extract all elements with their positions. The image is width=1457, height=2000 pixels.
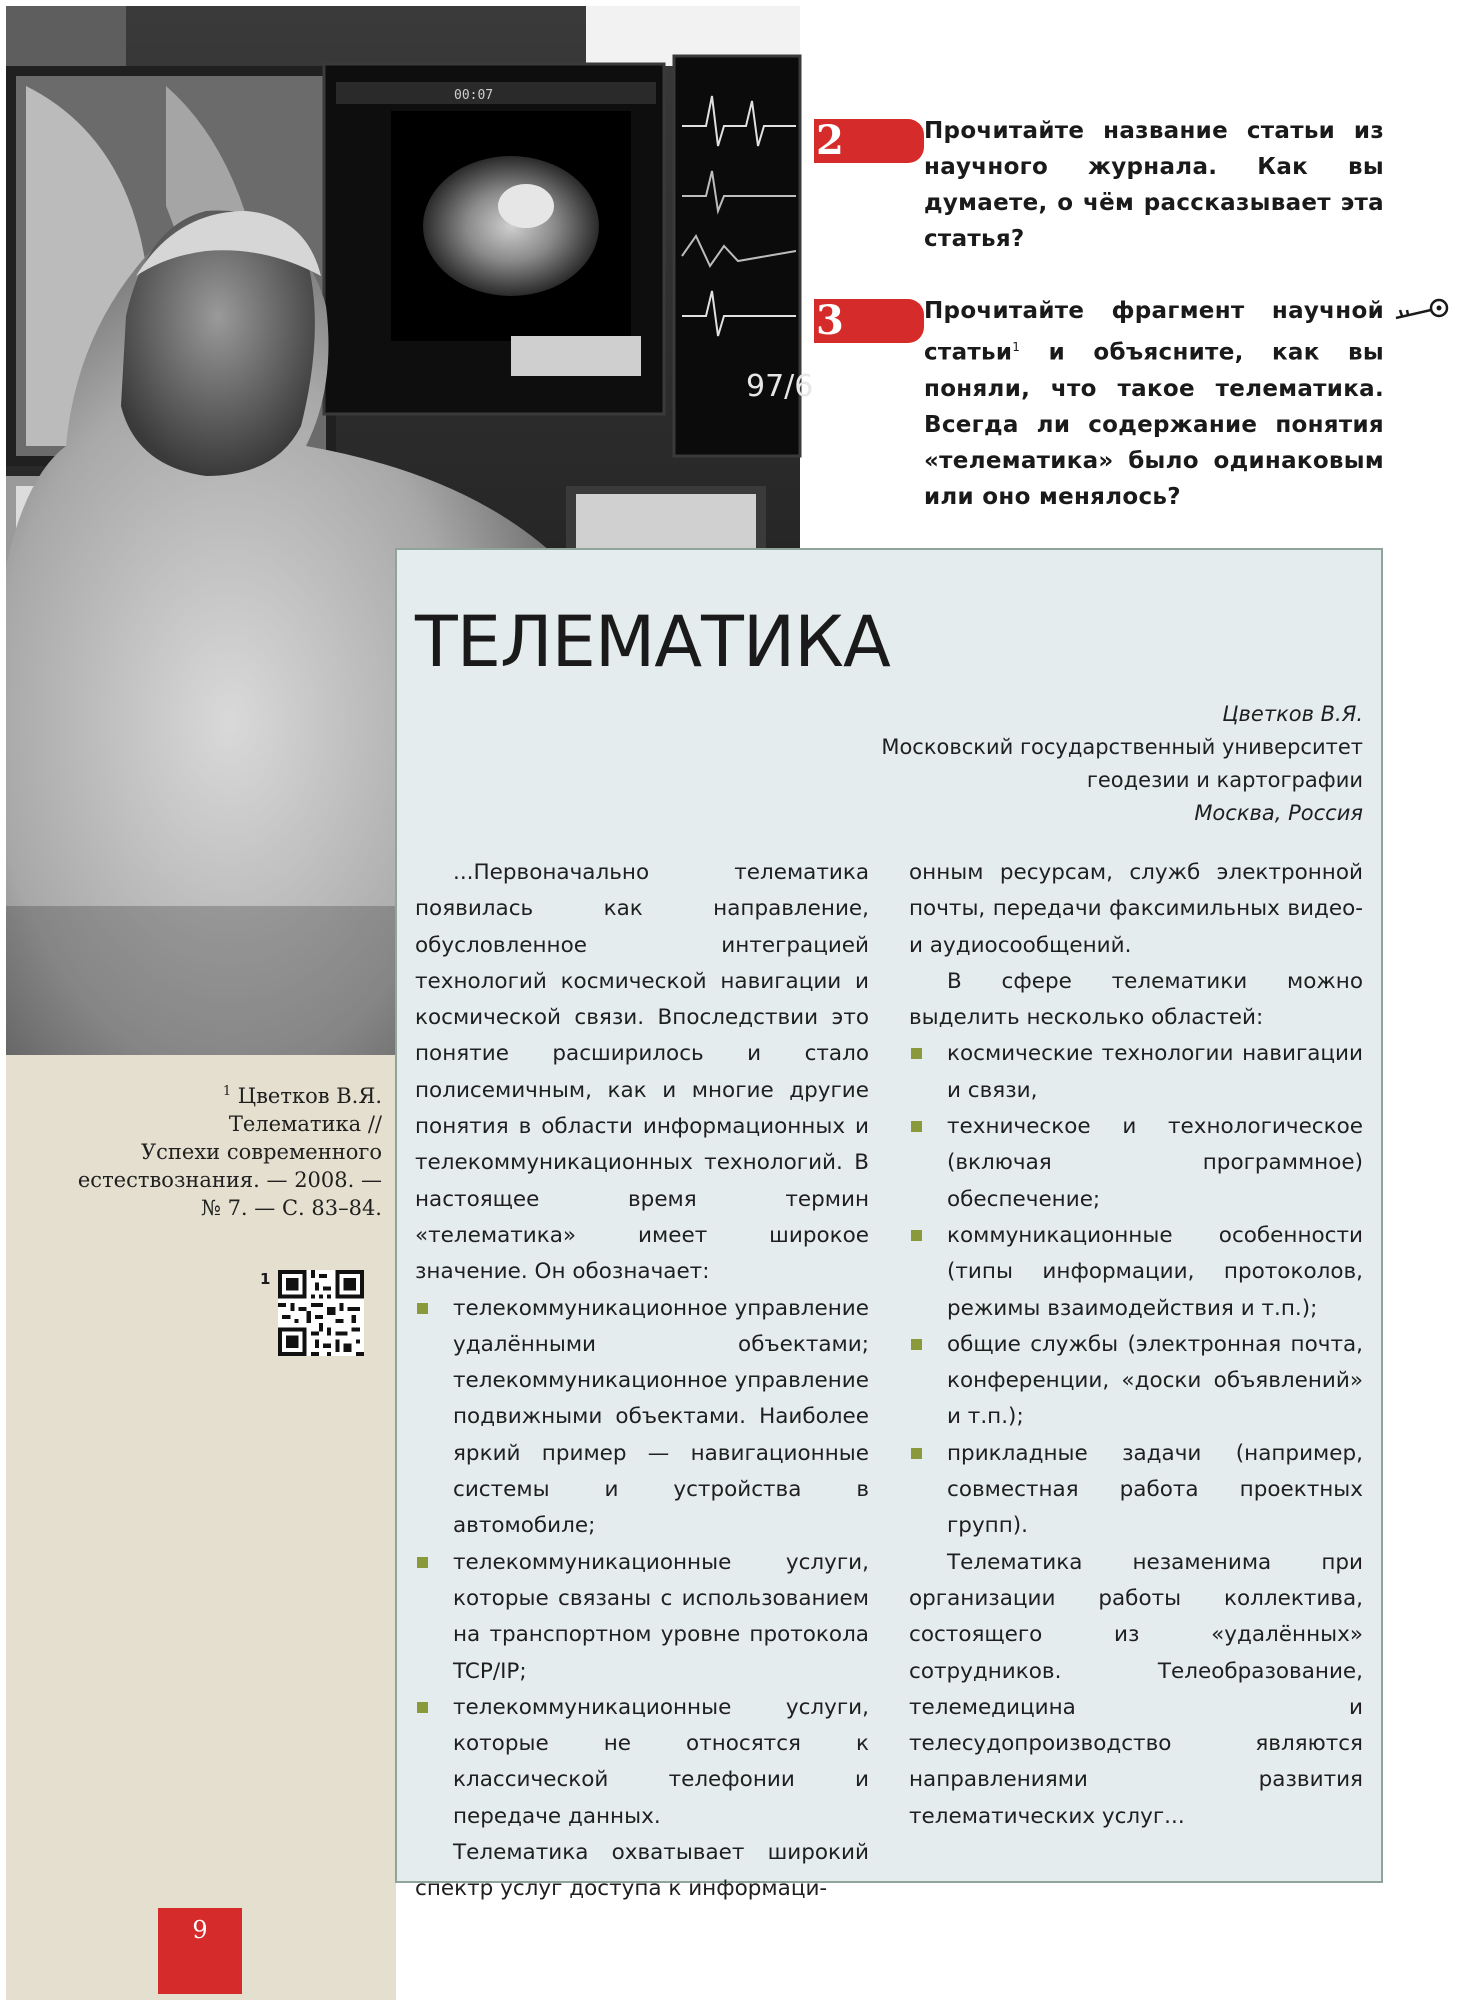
bullet-icon: [911, 1448, 922, 1459]
list-item: [909, 1218, 1363, 1327]
list-item: [415, 1545, 869, 1690]
screen-timer: 00:07: [454, 88, 494, 103]
footnote-line: Телематика //: [228, 1112, 382, 1136]
article-location: Москва, Россия: [1194, 801, 1363, 825]
bullet-icon: [911, 1339, 922, 1350]
bullet-list: [909, 1036, 1363, 1544]
question-number-badge: [814, 119, 924, 163]
list-item: [909, 1436, 1363, 1545]
list-item: [415, 1690, 869, 1835]
footnote-line: Успехи современного: [140, 1140, 382, 1164]
paragraph: В сфере телематики можно выделить несколько областей:: [909, 968, 1363, 1031]
list-item-text: телекоммуникационное управление удалёнными объектами; телекоммуникационное управление подвижными объектами. Наиболее яркий пример — навигационные системы и устройства в автомобиле;: [453, 1295, 869, 1539]
question-text: Прочитайте название статьи из научного журнала. Как вы думаете, о чём рассказывает эта статья?: [924, 118, 1384, 252]
bullet-icon: [417, 1557, 428, 1568]
question-text: [924, 293, 1384, 515]
question-number: 2: [816, 117, 844, 164]
question-text-part: и объясните, как вы поняли, что такое телематика. Всегда ли содержание понятия «телематика» было одинаковым или оно менялось?: [924, 339, 1384, 510]
qr-label: 1: [260, 1270, 271, 1288]
footnote: [60, 1078, 382, 1222]
question-number-badge: [814, 299, 924, 343]
list-item-text: телекоммуникационные услуги, которые связаны с использованием на транспортном уровне протокола TCP/IP;: [453, 1549, 869, 1684]
page-number: 9: [192, 1916, 208, 1944]
bullet-list: [415, 1291, 869, 1835]
article-author: Цветков В.Я.: [1222, 702, 1363, 726]
bullet-icon: [417, 1303, 428, 1314]
list-item: [909, 1327, 1363, 1436]
screen-value: 97/6: [746, 369, 814, 404]
article-column-left: [415, 855, 869, 1908]
bullet-icon: [417, 1702, 428, 1713]
qr-code-icon[interactable]: [278, 1270, 364, 1356]
bullet-icon: [911, 1230, 922, 1241]
bullet-icon: [911, 1121, 922, 1132]
list-item-text: коммуникационные особенности (типы информации, протоколов, режимы взаимодействия и т.п.);: [947, 1222, 1363, 1321]
list-item: [909, 1109, 1363, 1218]
list-item-text: общие службы (электронная почта, конференции, «доски объявлений» и т.п.);: [947, 1331, 1363, 1430]
list-item: [415, 1291, 869, 1545]
key-icon: [1392, 298, 1452, 322]
footnote-ref: 1: [1012, 340, 1021, 354]
footnote-author: Цветков В.Я.: [231, 1084, 382, 1108]
list-item-text: техническое и технологическое (включая программное) обеспечение;: [947, 1114, 1363, 1212]
article-affiliation: геодезии и картографии: [1086, 768, 1363, 792]
footnote-mark: 1: [222, 1084, 232, 1099]
list-item-text: прикладные задачи (например, совместная работа проектных групп).: [947, 1440, 1363, 1539]
footnote-line: [60, 1078, 382, 1110]
article-title: ТЕЛЕМАТИКА: [415, 601, 890, 683]
article-affiliation: Московский государственный университет: [881, 735, 1363, 759]
list-item-text: телекоммуникационные услуги, которые не относятся к классической телефонии и передаче данных.: [453, 1694, 869, 1829]
list-item: [909, 1036, 1363, 1109]
paragraph: Телематика охватывает широкий спектр услуг доступа к информаци-: [415, 1840, 869, 1902]
footnote-line: № 7. — С. 83–84.: [201, 1196, 382, 1220]
paragraph: Телематика незаменима при организации работы коллектива, состоящего из «удалённых» сотрудников. Телеобразование, телемедицина и телесудопроизводство являются направлениями развития телематических услуг...: [909, 1549, 1363, 1829]
article-box: [395, 548, 1383, 1902]
question-number: 3: [816, 297, 844, 344]
article-column-right: [909, 855, 1363, 1835]
question-text-part: Прочитайте фрагмент научной статьи: [924, 298, 1384, 366]
paragraph: ...Первоначально телематика появилась как направление, обусловленное интеграцией технологий космической навигации и космической связи. Впоследствии это понятие расширилось и стало полисемичным, как и многие другие понятия в области информационных и телекоммуникационных технологий. В настоящее время термин «телематика» имеет широкое значение. Он обозначает:: [415, 860, 869, 1285]
list-item-text: космические технологии навигации и связи,: [947, 1041, 1363, 1103]
article-byline: [881, 698, 1363, 830]
paragraph: онным ресурсам, служб электронной почты, передачи факсимильных видео- и аудиосообщений.: [909, 860, 1363, 958]
page-number-box: [158, 1908, 242, 1994]
footnote-line: естествознания. — 2008. —: [77, 1168, 382, 1192]
bullet-icon: [911, 1048, 922, 1059]
